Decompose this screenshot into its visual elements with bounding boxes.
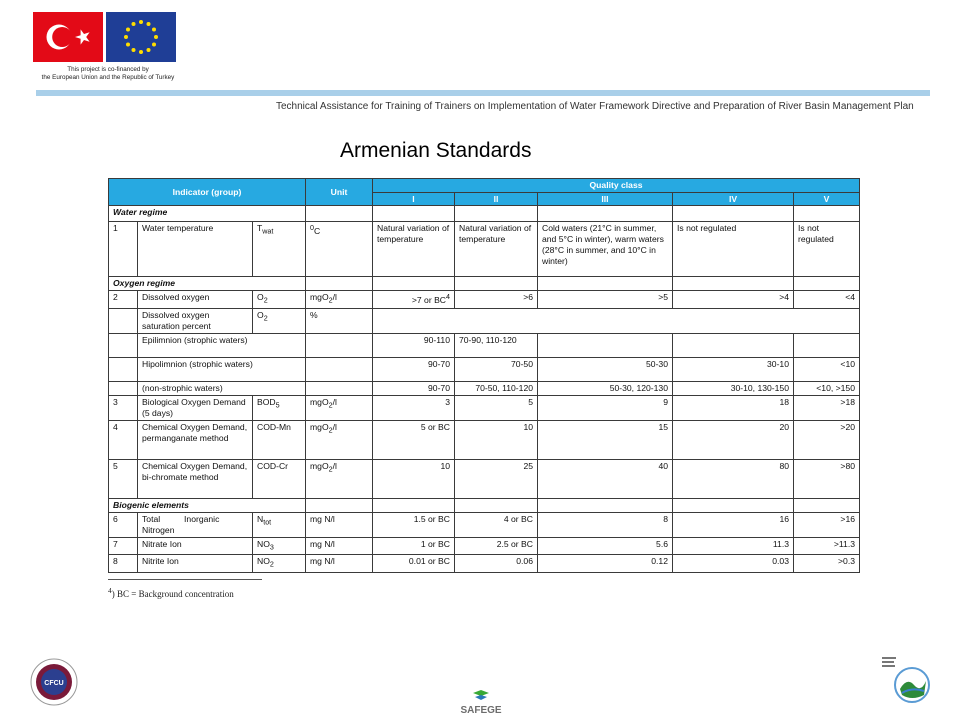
section-row xyxy=(109,206,860,222)
value-class-iii: Cold waters (21°C in summer, and 5°C in winter), warm waters (28°C in summer, and 10°C in winter) xyxy=(538,222,673,277)
unit-cell: mgO$_2$/l xyxy=(306,291,373,309)
value-class-i: 0.01 or BC xyxy=(373,555,455,573)
section-oxygen-regime: Oxygen regime xyxy=(109,277,306,291)
svg-text:CFCU: CFCU xyxy=(44,680,64,687)
indicator-name: Water temperature xyxy=(138,222,253,277)
value-class-iii: 5.6 xyxy=(538,537,673,555)
unit-cell: mgO$_2$/l xyxy=(306,395,373,420)
value-class-iv xyxy=(673,333,794,357)
value-class-ii: 5 xyxy=(455,395,538,420)
row-number xyxy=(109,381,138,395)
value-class-v: >16 xyxy=(794,512,860,537)
river-basin-logo-icon xyxy=(880,655,932,705)
indicator-name: Chemical Oxygen Demand, bi-chromate method xyxy=(138,459,253,498)
value-class-iv: >4 xyxy=(673,291,794,309)
value-class-ii: 70-50, 110-120 xyxy=(455,381,538,395)
section-water-regime: Water regime xyxy=(109,206,306,222)
indicator-symbol: $BOD_5$ xyxy=(253,395,306,420)
value-class-v: >80 xyxy=(794,459,860,498)
unit-cell xyxy=(306,333,373,357)
cofinance-text xyxy=(33,66,183,81)
indicator-name: Nitrite Ion xyxy=(138,555,253,573)
table-row xyxy=(109,459,860,498)
indicator-name: Dissolved oxygen saturation percent xyxy=(138,308,253,333)
value-class-iv: 11.3 xyxy=(673,537,794,555)
header-indicator: Indicator (group) xyxy=(109,179,306,206)
unit-cell xyxy=(306,357,373,381)
safege-logo-icon xyxy=(446,690,516,718)
slide-title: Armenian Standards xyxy=(340,139,532,162)
value-class-v: >0.3 xyxy=(794,555,860,573)
indicator-name: Hipolimnion (strophic waters) xyxy=(138,357,306,381)
footnote: $^4$) BC = Background concentration xyxy=(108,586,234,599)
header-class-ii: II xyxy=(455,193,538,206)
table-row xyxy=(109,222,860,277)
value-class-i: 90-110 xyxy=(373,333,455,357)
cofinance-line-1: This project is co-financed by xyxy=(67,66,149,73)
table-row xyxy=(109,333,860,357)
row-number: 3 xyxy=(109,395,138,420)
value-class-iii: 8 xyxy=(538,512,673,537)
indicator-name: Dissolved oxygen xyxy=(138,291,253,309)
value-class-iii: 15 xyxy=(538,420,673,459)
table-row xyxy=(109,357,860,381)
header-class-i: I xyxy=(373,193,455,206)
value-class-ii: 2.5 or BC xyxy=(455,537,538,555)
section-biogenic-elements: Biogenic elements xyxy=(109,498,306,512)
row-number: 5 xyxy=(109,459,138,498)
value-class-iii: 50-30, 120-130 xyxy=(538,381,673,395)
unit-cell xyxy=(306,381,373,395)
value-class-iii: >5 xyxy=(538,291,673,309)
row-number: 7 xyxy=(109,537,138,555)
value-class-ii: >6 xyxy=(455,291,538,309)
project-title: Technical Assistance for Training of Trainers on Implementation of Water Framework Directive and Preparation of River Basin Management Plan xyxy=(276,101,914,112)
value-class-i: 10 xyxy=(373,459,455,498)
value-class-v: >18 xyxy=(794,395,860,420)
header-class-v: V xyxy=(794,193,860,206)
table-row xyxy=(109,420,860,459)
footnote-rule xyxy=(108,579,262,580)
header-quality-class: Quality class xyxy=(373,179,860,193)
unit-cell: mgO$_2$/l xyxy=(306,420,373,459)
indicator-name: Total Inorganic Nitrogen xyxy=(138,512,253,537)
indicator-symbol: $NO_3$ xyxy=(253,537,306,555)
value-class-iv: 0.03 xyxy=(673,555,794,573)
value-class-v: <10 xyxy=(794,357,860,381)
row-number: 6 xyxy=(109,512,138,537)
indicator-name: Chemical Oxygen Demand, permanganate method xyxy=(138,420,253,459)
row-number: 2 xyxy=(109,291,138,309)
table-row xyxy=(109,381,860,395)
value-class-iv: Is not regulated xyxy=(673,222,794,277)
header-unit: Unit xyxy=(306,179,373,206)
standards-table xyxy=(108,178,860,573)
value-class-v xyxy=(794,333,860,357)
value-class-iv: 30-10 xyxy=(673,357,794,381)
unit-cell: mg N/l xyxy=(306,537,373,555)
value-class-ii: 70-50 xyxy=(455,357,538,381)
indicator-symbol: $N_{tot}$ xyxy=(253,512,306,537)
value-class-iii: 50-30 xyxy=(538,357,673,381)
table-row xyxy=(109,512,860,537)
value-class-ii: 4 or BC xyxy=(455,512,538,537)
table-row xyxy=(109,555,860,573)
unit-cell: mg N/l xyxy=(306,512,373,537)
indicator-symbol: $O_2$ xyxy=(253,308,306,333)
value-class-iv: 80 xyxy=(673,459,794,498)
value-class-ii: 10 xyxy=(455,420,538,459)
value-class-i: >7 or $BC^4$ xyxy=(373,291,455,309)
value-class-i: 90-70 xyxy=(373,381,455,395)
value-class-iii: 9 xyxy=(538,395,673,420)
value-class-iv: 30-10, 130-150 xyxy=(673,381,794,395)
eu-flag-icon xyxy=(106,12,176,62)
unit-cell: mgO$_2$/l xyxy=(306,459,373,498)
indicator-symbol: COD-Cr xyxy=(253,459,306,498)
value-class-i: 1.5 or BC xyxy=(373,512,455,537)
header-class-iii: III xyxy=(538,193,673,206)
indicator-name: Nitrate Ion xyxy=(138,537,253,555)
standards-table-wrap xyxy=(108,178,860,573)
indicator-symbol: $O_2$ xyxy=(253,291,306,309)
row-number xyxy=(109,308,138,333)
header-logos xyxy=(33,10,178,85)
cfcu-logo-icon xyxy=(30,658,78,706)
value-class-i: Natural variation of temperature xyxy=(373,222,455,277)
value-class-i: 1 or BC xyxy=(373,537,455,555)
indicator-symbol: $T_{wat}$ xyxy=(253,222,306,277)
value-class-iv: 18 xyxy=(673,395,794,420)
svg-text:SAFEGE: SAFEGE xyxy=(460,705,502,716)
value-class-v: >11.3 xyxy=(794,537,860,555)
cofinance-line-2: the European Union and the Republic of Turkey xyxy=(41,73,175,81)
section-row xyxy=(109,498,860,512)
value-class-iv: 16 xyxy=(673,512,794,537)
table-row xyxy=(109,537,860,555)
value-class-ii: 25 xyxy=(455,459,538,498)
value-class-iii xyxy=(538,333,673,357)
unit-cell: % xyxy=(306,308,373,333)
value-class-i: 3 xyxy=(373,395,455,420)
value-span-empty xyxy=(373,308,860,333)
value-class-ii: Natural variation of temperature xyxy=(455,222,538,277)
indicator-name: Epilimnion (strophic waters) xyxy=(138,333,306,357)
indicator-name: (non-strophic waters) xyxy=(138,381,306,395)
table-row xyxy=(109,395,860,420)
indicator-name: Biological Oxygen Demand (5 days) xyxy=(138,395,253,420)
row-number xyxy=(109,333,138,357)
value-class-v: <10, >150 xyxy=(794,381,860,395)
value-class-v: >20 xyxy=(794,420,860,459)
value-class-iv: 20 xyxy=(673,420,794,459)
value-class-i: 90-70 xyxy=(373,357,455,381)
row-number: 8 xyxy=(109,555,138,573)
row-number: 1 xyxy=(109,222,138,277)
section-row xyxy=(109,277,860,291)
value-class-v: Is not regulated xyxy=(794,222,860,277)
row-number: 4 xyxy=(109,420,138,459)
turkey-flag-icon xyxy=(33,12,103,62)
header-rule xyxy=(36,90,930,96)
table-row xyxy=(109,291,860,309)
row-number xyxy=(109,357,138,381)
table-row xyxy=(109,308,860,333)
header-class-iv: IV xyxy=(673,193,794,206)
unit-cell: mg N/l xyxy=(306,555,373,573)
value-class-ii: 0.06 xyxy=(455,555,538,573)
value-class-i: 5 or BC xyxy=(373,420,455,459)
value-class-v: <4 xyxy=(794,291,860,309)
value-class-iii: 40 xyxy=(538,459,673,498)
value-class-ii: 70-90, 110-120 xyxy=(455,333,538,357)
unit-cell: $^0$C xyxy=(306,222,373,277)
value-class-iii: 0.12 xyxy=(538,555,673,573)
indicator-symbol: $NO_2$ xyxy=(253,555,306,573)
indicator-symbol: COD-Mn xyxy=(253,420,306,459)
